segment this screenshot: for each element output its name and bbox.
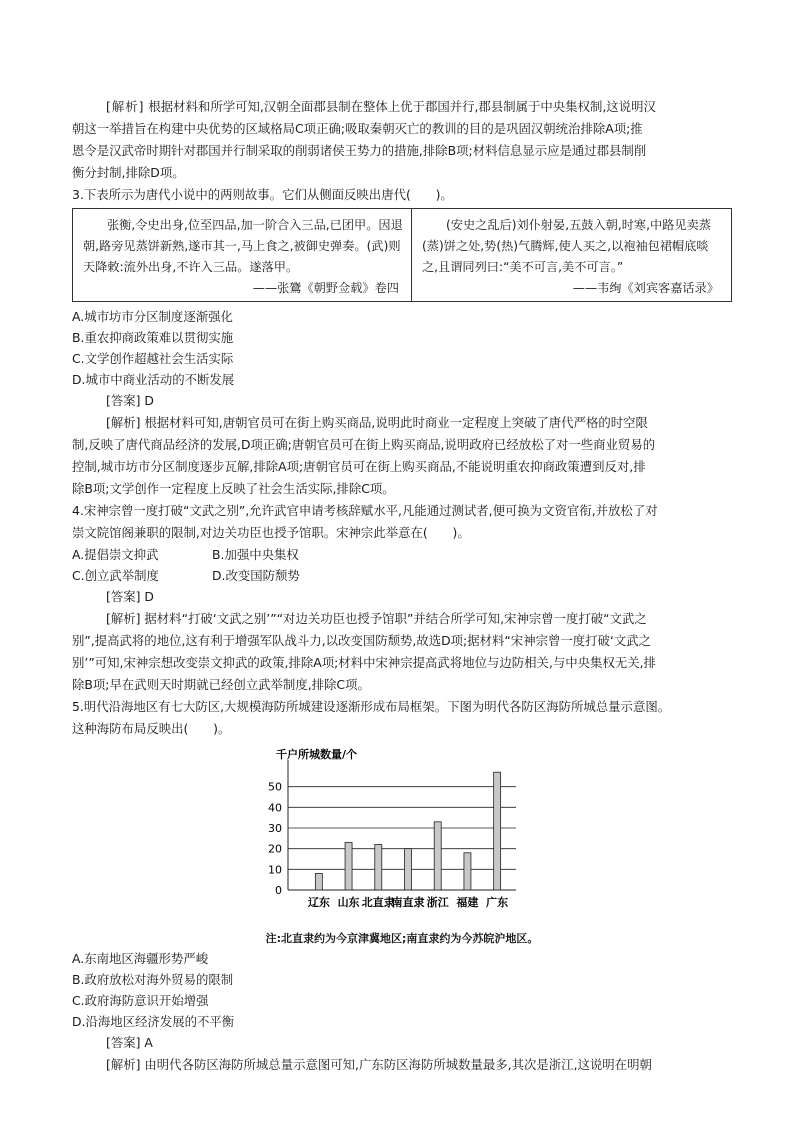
option-a: A.东南地区海疆形势严峻 xyxy=(72,951,209,966)
option-c: C.政府海防意识开始增强 xyxy=(72,993,209,1008)
story-right-source: ——韦绚《刘宾客嘉话录》 xyxy=(572,281,719,295)
answer-q4: [答案] D xyxy=(106,589,154,604)
answer-q3: [答案] D xyxy=(106,393,154,408)
option-c: C.创立武举制度 xyxy=(72,568,159,583)
y-axis-label: 千户所城数量/个 xyxy=(276,748,358,761)
y-tick-label: 30 xyxy=(268,822,282,835)
option-d: D.城市中商业活动的不断发展 xyxy=(72,372,235,387)
y-tick-label: 20 xyxy=(268,842,282,856)
option-a: A.城市坊市分区制度逐渐强化 xyxy=(72,309,233,324)
chart-note: 注:北直隶约为今京津冀地区;南直隶约为今苏皖沪地区。 xyxy=(265,932,539,945)
option-d: D.改变国防颓势 xyxy=(212,568,300,583)
bar-北直隶 xyxy=(375,845,382,890)
bar-辽东 xyxy=(315,873,322,890)
options-row-1 xyxy=(72,544,732,565)
bar-chart xyxy=(72,744,732,930)
y-tick-label: 40 xyxy=(268,801,282,815)
chart-svg xyxy=(72,744,732,930)
story-right: (安史之乱后)刘仆射晏,五鼓入朝,时寒,中路见卖蒸(蒸)饼之处,势(热)气腾辉,使人买之,以袍袖包裙帽底啖之,且谓同列曰:“美不可言,美不可言。” ——韦绚《刘宾客嘉话录》 xyxy=(412,209,732,302)
x-tick-label: 广东 xyxy=(486,896,509,909)
y-tick-label: 10 xyxy=(268,863,282,877)
x-tick-label: 南直隶 xyxy=(391,896,425,909)
option-c: C.文学创作超越社会生活实际 xyxy=(72,351,234,366)
option-b: B.重农抑商政策难以贯彻实施 xyxy=(72,330,234,345)
x-tick-label: 山东 xyxy=(337,896,360,909)
x-tick-label: 北直隶 xyxy=(361,896,395,909)
bar-福建 xyxy=(464,853,471,890)
analysis-q4: [解析] 据材料“打破‘文武之别’”“对边关功臣也授予馆职”并结合所学可知,宋神宗曾一度打破“文武之 xyxy=(106,611,647,626)
question-3-stem: 3.下表所示为唐代小说中的两则故事。它们从侧面反映出唐代( )。 xyxy=(72,187,453,202)
option-b: B.政府放松对海外贸易的限制 xyxy=(72,972,234,987)
document-page: [解析] 根据材料和所学可知,汉朝全面郡县制在整体上优于郡国并行,郡县制属于中央集权制,这说明汉 朝这一举措旨在构建中央优势的区域格局C项正确;吸取秦朝灭亡的教训的目的是巩固汉朝统治排除A项;推 恩令是汉武帝时期针对郡国并行制采取的削弱诸侯王势力的措施,排除B项;材料信息显示应是通过郡县制削 衡分封制,排除D项。 3.下表所示为唐代小说中的两则故事。它们从侧面反映出唐代( )。 张衡,令史出身,位至四品,加一阶合入三品,已团甲。因退朝,路旁见蒸饼新熟,遂市其一,马上食之,被御史弹奏。(武)则天降敕:流外出身,不许入三品。遂落甲。 ——张鷟《朝野佥载》卷四 (安史之乱后)刘仆射晏,五鼓入朝,时寒,中路见卖蒸(蒸)饼之处,势(热)气腾辉,使人买之,以袍袖包裙帽底啖之,且谓同列曰:“美不可言,美不可言。” ——韦绚《刘宾客嘉话录》 A.城市坊市分区制度逐渐强化 B.重农抑商政策难以贯彻实施 C.文学创作超越社会生活实际 D.城市中商业活动的不断发展 [答案] D [解析] 根据材料可知,唐朝官员可在街上购买商品,说明此时商业一定程度上突破了唐代严格的时空限 制,反映了唐代商品经济的发展,D项正确;唐朝官员可在街上购买商品,说明政府已经放松了对一些商业贸易的 控制,城市坊市分区制度逐步瓦解,排除A项;唐朝官员可在街上购买商品,不能说明重农抑商政策遭到反对,排 除B项;文学创作一定程度上反映了社会生活实际,排除C项。 4.宋神宗曾一度打破“文武之别”,允许武官申请考核辞赋水平,凡能通过测试者,便可换为文资官衔,并放松了对 崇文院馆阁兼职的限制,对边关功臣也授予馆职。宋神宗此举意在( )。 A.提倡崇文抑武 B.加强中央集权 C.创立武举制度 D.改变国防颓势 [答案] D [解析] 据材料“打破‘文武之别’”“对边关功臣也授予馆职”并结合所学可知,宋神宗曾一度打破“文武之 别”,提高武将的地位,这有利于增强军队战斗力,以改变国防颓势,故选D项;据材料“宋神宗曾一度打破‘文武之 别’”可知,宋神宗想改变崇文抑武的政策,排除A项;材料中宋神宗提高武将地位与边防相关,与中央集权无关,排 除B项;早在武则天时期就已经创立武举制度,排除C项。 5.明代沿海地区有七大防区,大规模海防所城建设逐渐形成布局框架。下图为明代各防区海防所城总量示意图。 这种海防布局反映出( )。 千户所城数量/个 0 10 20 30 40 50 辽东 山东 北直隶 南直隶 浙江 福建 广东 注:北直隶约为今京津冀地区;南直隶约为今苏皖沪地区。 A.东南地区海疆形势严峻 B.政府放松对海外贸易的限制 C.政府海防意识开始增强 D.沿海地区经济发展的不平衡 [答案] A [解析] 由明代各防区海防所城总量示意图可知,广东防区海防所城数量最多,其次是浙江,这说明在明朝 xyxy=(72,96,732,1076)
analysis-q5: [解析] 由明代各防区海防所城总量示意图可知,广东防区海防所城数量最多,其次是浙江,这说明在明朝 xyxy=(106,1057,652,1072)
analysis-label: [解析] xyxy=(106,99,145,114)
question-4-stem: 4.宋神宗曾一度打破“文武之别”,允许武官申请考核辞赋水平,凡能通过测试者,便可换为文资官衔,并放松了对 xyxy=(72,503,658,518)
x-tick-label: 浙江 xyxy=(426,896,449,909)
bar-南直隶 xyxy=(405,849,412,890)
bar-浙江 xyxy=(434,822,441,890)
option-a: A.提倡崇文抑武 xyxy=(72,547,159,562)
x-tick-label: 辽东 xyxy=(307,896,330,909)
analysis-q3: [解析] 根据材料可知,唐朝官员可在街上购买商品,说明此时商业一定程度上突破了唐代严格的时空限 xyxy=(106,415,648,430)
stories-table xyxy=(72,208,732,302)
x-tick-label: 福建 xyxy=(456,896,479,909)
y-tick-label: 50 xyxy=(268,780,282,794)
bar-山东 xyxy=(345,842,352,890)
y-tick-label: 0 xyxy=(275,884,282,897)
story-left: 张衡,令史出身,位至四品,加一阶合入三品,已团甲。因退朝,路旁见蒸饼新熟,遂市其一,马上食之,被御史弹奏。(武)则天降敕:流外出身,不许入三品。遂落甲。 ——张鷟《朝野佥载》卷四 xyxy=(73,209,412,302)
story-left-source: ——张鷟《朝野佥载》卷四 xyxy=(252,281,399,295)
question-5-stem: 5.明代沿海地区有七大防区,大规模海防所城建设逐渐形成布局框架。下图为明代各防区海防所城总量示意图。 xyxy=(72,699,671,714)
bar-广东 xyxy=(494,772,501,890)
option-d: D.沿海地区经济发展的不平衡 xyxy=(72,1014,235,1029)
options-row-2 xyxy=(72,565,732,586)
answer-q5: [答案] A xyxy=(106,1035,153,1050)
analysis-paragraph-q2: [解析] 根据材料和所学可知,汉朝全面郡县制在整体上优于郡国并行,郡县制属于中央集权制,这说明汉 xyxy=(106,99,656,114)
option-b: B.加强中央集权 xyxy=(212,547,299,562)
